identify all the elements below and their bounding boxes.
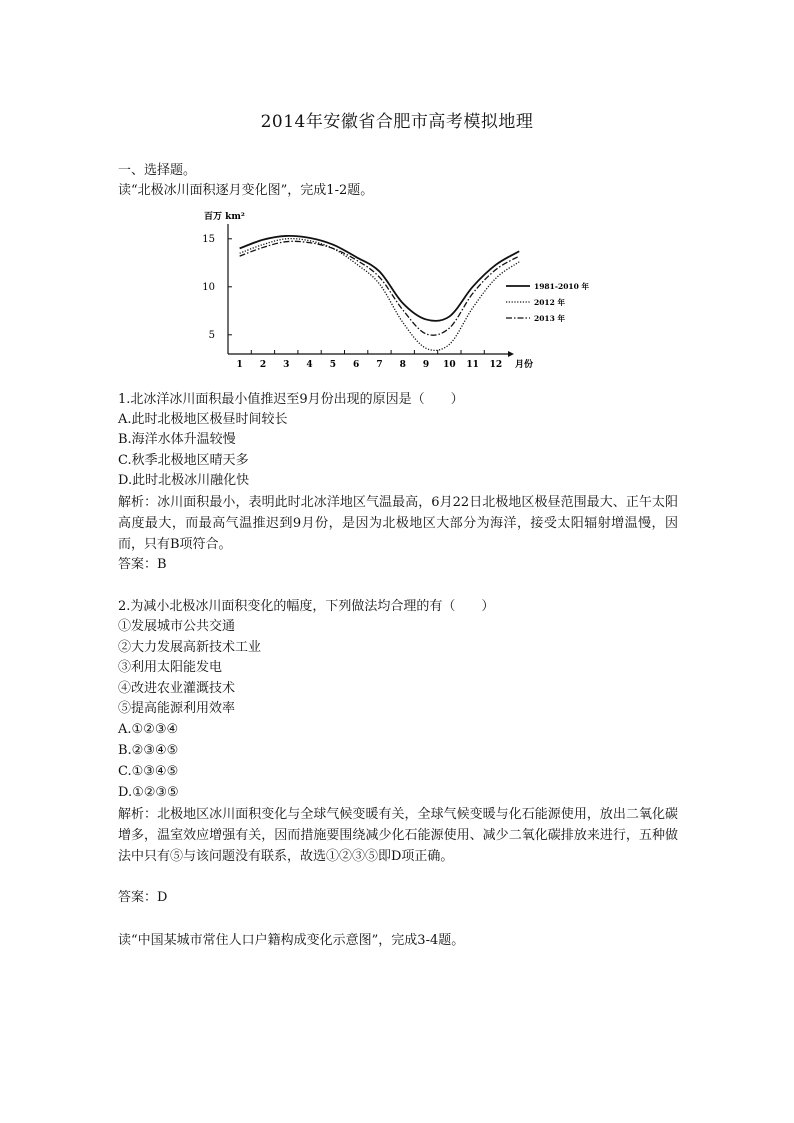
y-tick-label: 5 <box>208 329 215 341</box>
section-heading: 一、选择题。 <box>118 163 197 178</box>
q2-item-5: ⑤提高能源利用效率 <box>118 701 236 716</box>
arctic-ice-area-chart <box>190 210 590 380</box>
q1-option-a[interactable]: A.此时北极地区极昼时间较长 <box>118 412 288 427</box>
x-tick-label: 11 <box>466 360 479 370</box>
q2-option-a[interactable]: A.①②③④ <box>118 722 179 737</box>
q2-item-4: ④改进农业灌溉技术 <box>118 681 236 696</box>
q1-option-d[interactable]: D.此时北极冰川融化快 <box>118 473 250 488</box>
intro-text-1: 读“北极冰川面积逐月变化图”，完成1-2题。 <box>118 183 374 198</box>
x-tick-label: 7 <box>376 360 383 370</box>
x-tick-label: 2 <box>259 360 267 370</box>
x-tick-label: 8 <box>399 360 406 370</box>
q1-analysis: 解析：冰川面积最小，表明此时北冰洋地区气温最高，6月22日北极地区极昼范围最大、正午太阳高度最大，而最高气温推迟到9月份，是因为北极地区大部分为海洋，接受太阳辐射增温慢，因而，只有B项符合。 <box>118 495 678 552</box>
legend-label: 2012 年 <box>534 298 565 307</box>
q2-answer: 答案：D <box>118 890 168 905</box>
q1-option-c[interactable]: C.秋季北极地区晴天多 <box>118 453 249 468</box>
x-axis-arrow <box>508 351 514 357</box>
q2-option-c[interactable]: C.①③④⑤ <box>118 764 179 779</box>
x-tick-label: 10 <box>443 360 456 370</box>
x-tick-label: 5 <box>329 360 336 370</box>
q1-stem: 1.北冰洋冰川面积最小值推迟至9月份出现的原因是（ ） <box>118 392 464 407</box>
y-tick-label: 10 <box>202 281 215 293</box>
x-tick-label: 9 <box>422 360 430 370</box>
q2-item-2: ②大力发展高新技术工业 <box>118 640 262 655</box>
q2-item-1: ①发展城市公共交通 <box>118 619 236 634</box>
series-line-1 <box>240 236 520 321</box>
x-tick-label: 12 <box>489 360 503 370</box>
y-axis-label: 百万 km² <box>204 212 245 222</box>
q2-option-b[interactable]: B.②③④⑤ <box>118 743 179 758</box>
series-line-3 <box>240 241 520 335</box>
x-tick-label: 4 <box>306 360 313 370</box>
x-axis-label: 月份 <box>515 360 534 370</box>
series-line-2 <box>240 239 520 351</box>
legend-label: 2013 年 <box>534 314 565 323</box>
q2-stem: 2.为减小北极冰川面积变化的幅度，下列做法均合理的有（ ） <box>118 599 495 614</box>
y-tick-label: 15 <box>202 233 215 245</box>
q2-option-d[interactable]: D.①②③⑤ <box>118 785 179 800</box>
legend-label: 1981-2010 年 <box>534 282 589 291</box>
x-tick-label: 3 <box>283 360 290 370</box>
x-tick-label: 6 <box>353 360 360 370</box>
q1-option-b[interactable]: B.海洋水体升温较慢 <box>118 432 236 447</box>
q1-answer: 答案：B <box>118 557 167 572</box>
q2-item-3: ③利用太阳能发电 <box>118 660 223 675</box>
x-tick-label: 1 <box>236 360 243 370</box>
page-title: 2014年安徽省合肥市高考模拟地理 <box>260 112 534 132</box>
q2-analysis: 解析：北极地区冰川面积变化与全球气候变暖有关，全球气候变暖与化石能源使用，放出二氧化碳增多，温室效应增强有关，因而措施要围绕减少化石能源使用、减少二氧化碳排放来进行，五种做法中只有⑤与该问题没有联系，故选①②③⑤即D项正确。 <box>118 807 678 864</box>
intro-text-2: 读“中国某城市常住人口户籍构成变化示意图”，完成3-4题。 <box>118 933 465 948</box>
